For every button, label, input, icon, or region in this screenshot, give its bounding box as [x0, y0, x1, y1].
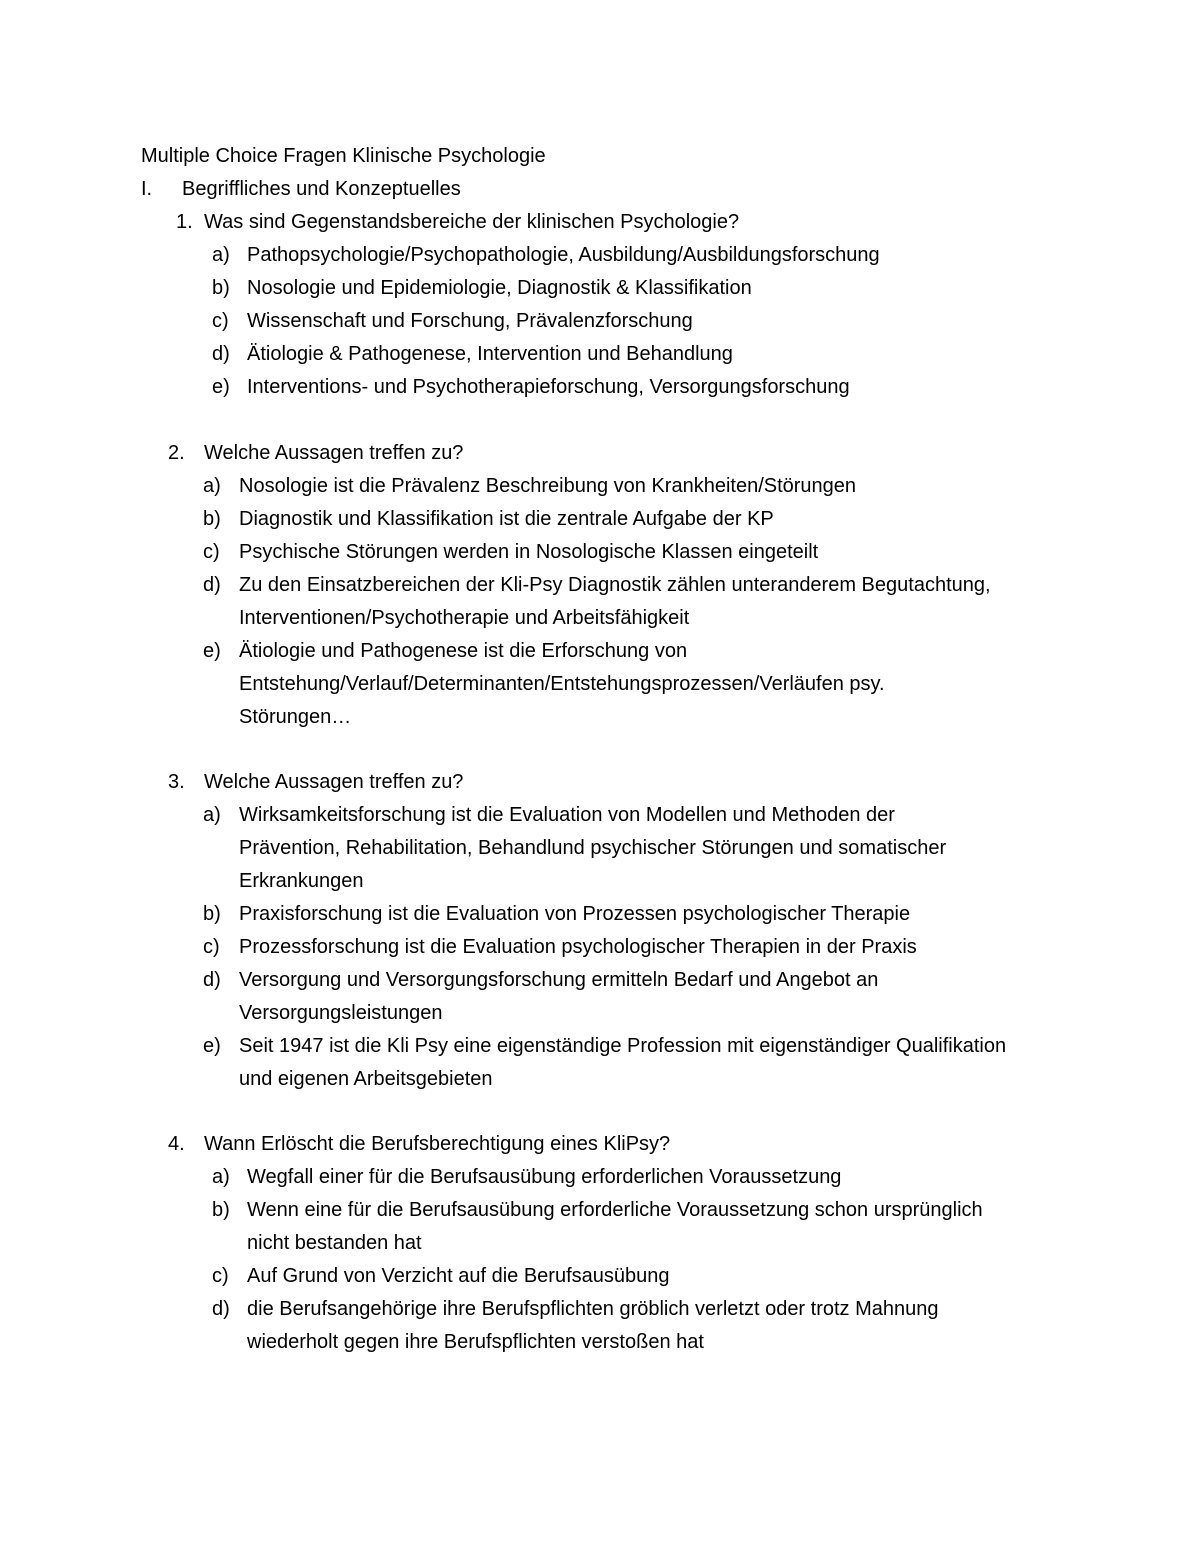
option-letter: e)	[203, 640, 221, 662]
option-letter: e)	[212, 376, 230, 398]
option-text: Wenn eine für die Berufsausübung erforderliche Voraussetzung schon ursprünglich	[247, 1199, 983, 1221]
option-letter: a)	[212, 244, 230, 266]
option-text: Wirksamkeitsforschung ist die Evaluation von Modellen und Methoden der	[239, 804, 895, 826]
document-title: Multiple Choice Fragen Klinische Psychologie	[141, 145, 546, 167]
option-letter: a)	[212, 1166, 230, 1188]
question-text: Welche Aussagen treffen zu?	[204, 771, 464, 793]
option-text: Störungen…	[239, 706, 352, 728]
option-text: Interventions- und Psychotherapieforschung, Versorgungsforschung	[247, 376, 850, 398]
option-text: Nosologie ist die Prävalenz Beschreibung von Krankheiten/Störungen	[239, 475, 857, 497]
option-text: Erkrankungen	[239, 870, 364, 892]
option-text: Wegfall einer für die Berufsausübung erforderlichen Voraussetzung	[247, 1166, 842, 1188]
option-letter: d)	[212, 343, 230, 365]
option-letter: d)	[203, 969, 221, 991]
option-letter: b)	[212, 1199, 230, 1221]
option-text: Interventionen/Psychotherapie und Arbeitsfähigkeit	[239, 607, 690, 629]
option-letter: c)	[203, 936, 220, 958]
option-text: und eigenen Arbeitsgebieten	[239, 1068, 493, 1090]
option-letter: d)	[212, 1298, 230, 1320]
option-text: Wissenschaft und Forschung, Prävalenzforschung	[247, 310, 693, 332]
question-text: Was sind Gegenstandsbereiche der klinischen Psychologie?	[204, 211, 740, 233]
option-text: Zu den Einsatzbereichen der Kli-Psy Diagnostik zählen unteranderem Begutachtung,	[239, 574, 991, 596]
option-letter: d)	[203, 574, 221, 596]
option-text: Psychische Störungen werden in Nosologische Klassen eingeteilt	[239, 541, 819, 563]
option-text: die Berufsangehörige ihre Berufspflichten gröblich verletzt oder trotz Mahnung	[247, 1298, 939, 1320]
option-text: wiederholt gegen ihre Berufspflichten verstoßen hat	[247, 1331, 704, 1353]
question-number: 4.	[168, 1133, 185, 1155]
option-letter: c)	[212, 310, 229, 332]
option-text: Auf Grund von Verzicht auf die Berufsausübung	[247, 1265, 670, 1287]
option-text: Nosologie und Epidemiologie, Diagnostik & Klassifikation	[247, 277, 752, 299]
question-number: 2.	[168, 442, 185, 464]
question-text: Wann Erlöscht die Berufsberechtigung eines KliPsy?	[204, 1133, 671, 1155]
option-letter: a)	[203, 804, 221, 826]
option-text: Versorgungsleistungen	[239, 1002, 443, 1024]
option-letter: b)	[203, 903, 221, 925]
option-letter: e)	[203, 1035, 221, 1057]
option-letter: c)	[203, 541, 220, 563]
option-text: Pathopsychologie/Psychopathologie, Ausbildung/Ausbildungsforschung	[247, 244, 880, 266]
option-text: Ätiologie & Pathogenese, Intervention und Behandlung	[247, 343, 733, 365]
section-number: I.	[141, 178, 153, 200]
option-text: nicht bestanden hat	[247, 1232, 422, 1254]
option-letter: a)	[203, 475, 221, 497]
option-text: Ätiologie und Pathogenese ist die Erforschung von	[239, 640, 688, 662]
option-text: Prävention, Rehabilitation, Behandlund psychischer Störungen und somatischer	[239, 837, 947, 859]
question-number: 1.	[176, 211, 193, 233]
option-letter: c)	[212, 1265, 229, 1287]
section-title: Begriffliches und Konzeptuelles	[182, 178, 461, 200]
question-number: 3.	[168, 771, 185, 793]
option-text: Diagnostik und Klassifikation ist die zentrale Aufgabe der KP	[239, 508, 774, 530]
option-text: Entstehung/Verlauf/Determinanten/Entstehungsprozessen/Verläufen psy.	[239, 673, 885, 695]
option-letter: b)	[203, 508, 221, 530]
option-text: Praxisforschung ist die Evaluation von Prozessen psychologischer Therapie	[239, 903, 911, 925]
option-text: Seit 1947 ist die Kli Psy eine eigenständige Profession mit eigenständiger Qualifikation	[239, 1035, 1007, 1057]
option-text: Prozessforschung ist die Evaluation psychologischer Therapien in der Praxis	[239, 936, 917, 958]
option-letter: b)	[212, 277, 230, 299]
option-text: Versorgung und Versorgungsforschung ermitteln Bedarf und Angebot an	[239, 969, 879, 991]
question-text: Welche Aussagen treffen zu?	[204, 442, 464, 464]
